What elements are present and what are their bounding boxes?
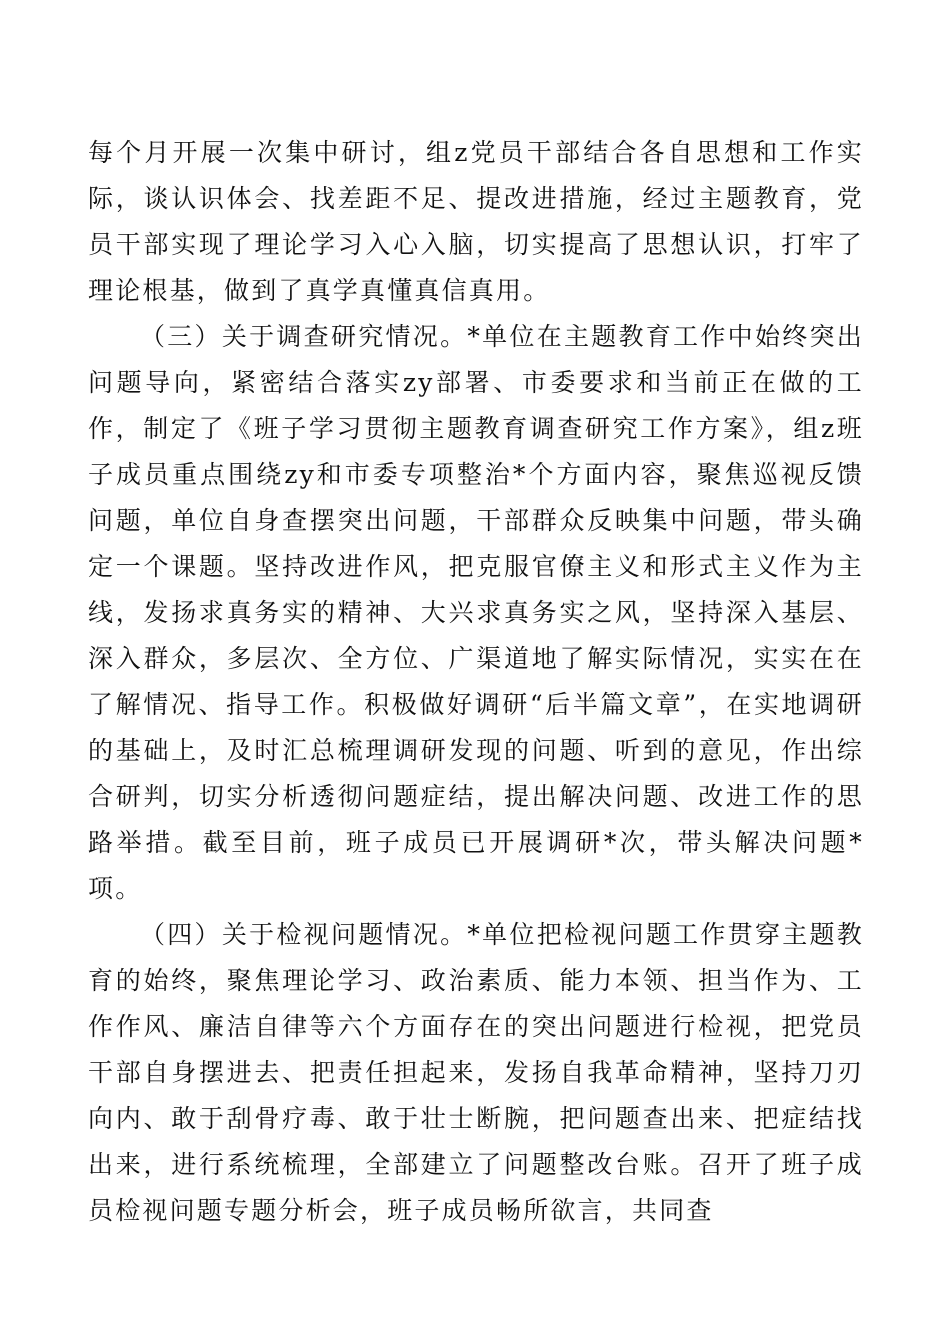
paragraph-continuation: 每个月开展一次集中研讨，组z党员干部结合各自思想和工作实际，谈认识体会、找差距不足、提改进措施，经过主题教育，党员干部实现了理论学习入心入脑，切实提高了思想认识，打牢了理论根基，做到了真学真懂真信真用。 bbox=[88, 138, 864, 305]
paragraph-problem-review: （四）关于检视问题情况。*单位把检视问题工作贯穿主题教育的始终，聚焦理论学习、政治素质、能力本领、担当作为、工作作风、廉洁自律等六个方面存在的突出问题进行检视，把党员干部自身摆进去、把责任担起来，发扬自我革命精神，坚持刀刃向内、敢于刮骨疗毒、敢于壮士断腕，把问题查出来、把症结找出来，进行系统梳理，全部建立了问题整改台账。召开了班子成员检视问题专题分析会，班子成员畅所欲言，共同查 bbox=[88, 920, 864, 1225]
paragraph-investigation-research: （三）关于调查研究情况。*单位在主题教育工作中始终突出问题导向，紧密结合落实zy部署、市委要求和当前正在做的工作，制定了《班子学习贯彻主题教育调查研究工作方案》，组z班子成员重点围绕zy和市委专项整治*个方面内容，聚焦巡视反馈问题，单位自身查摆突出问题，干部群众反映集中问题，带头确定一个课题。坚持改进作风，把克服官僚主义和形式主义作为主线，发扬求真务实的精神、大兴求真务实之风，坚持深入基层、深入群众，多层次、全方位、广渠道地了解实际情况，实实在在了解情况、指导工作。积极做好调研“后半篇文章”，在实地调研的基础上，及时汇总梳理调研发现的问题、听到的意见，作出综合研判，切实分析透彻问题症结，提出解决问题、改进工作的思路举措。截至目前，班子成员已开展调研*次，带头解决问题*项。 bbox=[88, 322, 864, 903]
document-body bbox=[88, 130, 864, 1234]
